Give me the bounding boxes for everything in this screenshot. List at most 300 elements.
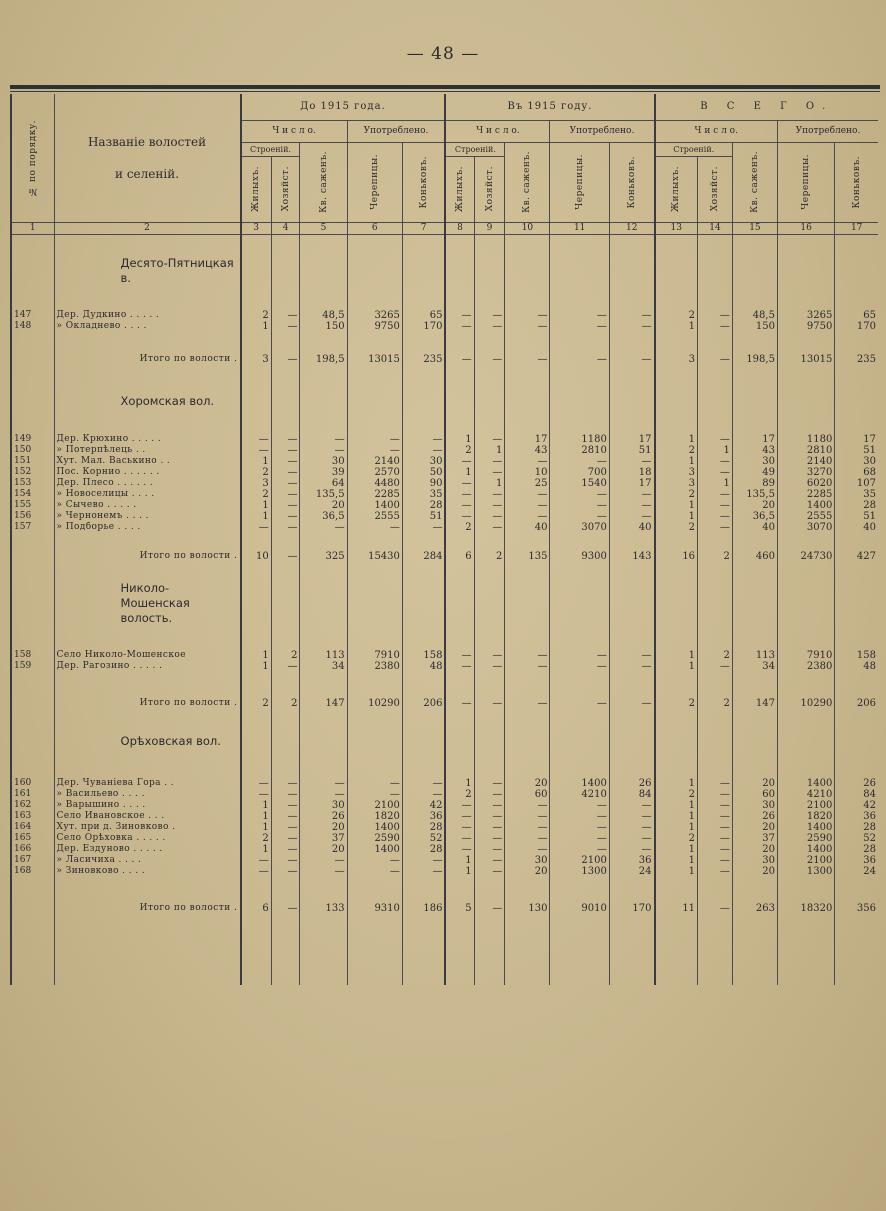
table-row [11, 844, 878, 855]
value-cell: — [474, 310, 505, 321]
value-cell: — [609, 661, 654, 672]
cherep-header-3 [777, 142, 834, 222]
kv-header-2 [505, 142, 550, 222]
kv-label-3: Кв. саженъ. [749, 151, 760, 213]
spacer-cell [732, 366, 777, 392]
value-cell: — [609, 310, 654, 321]
group-total: В С Е Г О. [655, 94, 878, 120]
spacer-cell [777, 332, 834, 352]
spacer-row [11, 877, 878, 901]
total-value: — [609, 352, 654, 366]
spacer-cell [241, 877, 272, 901]
value-cell: 7910 [347, 650, 402, 661]
value-cell: 4210 [777, 789, 834, 800]
settlement-name: Дер. Чуваніева Гора . . [54, 778, 240, 789]
spacer-cell [835, 332, 878, 352]
spacer-cell [698, 672, 733, 696]
table-row [11, 522, 878, 533]
value-cell: — [300, 522, 347, 533]
table-row [11, 822, 878, 833]
spacer-cell [474, 533, 505, 549]
spacer-cell [402, 750, 445, 778]
value-cell: 26 [300, 811, 347, 822]
total-value: 2 [271, 696, 300, 710]
spacer-cell [300, 410, 347, 434]
value-cell: 36 [835, 855, 878, 866]
total-row [11, 549, 878, 563]
value-cell: — [698, 456, 733, 467]
value-cell: 1 [655, 434, 698, 445]
value-cell: 2285 [347, 489, 402, 500]
value-cell: 1 [241, 456, 272, 467]
value-cell: 2140 [777, 456, 834, 467]
no-cell [11, 901, 54, 915]
value-cell: 1 [241, 500, 272, 511]
spacer-cell [698, 626, 733, 650]
value-cell: 50 [402, 467, 445, 478]
spacer-cell [402, 672, 445, 696]
spacer-cell [698, 332, 733, 352]
value-cell: 113 [300, 650, 347, 661]
spacer-cell [655, 672, 698, 696]
value-cell: — [474, 833, 505, 844]
value-cell: — [474, 778, 505, 789]
value-cell: 2140 [347, 456, 402, 467]
volost-title-row [11, 256, 878, 286]
spacer-cell [698, 410, 733, 434]
spacer-cell [732, 915, 777, 985]
empty-cell [505, 732, 550, 750]
total-row [11, 901, 878, 915]
value-cell: 1 [241, 321, 272, 332]
value-cell: 36 [609, 855, 654, 866]
value-cell: 170 [402, 321, 445, 332]
value-cell: — [505, 833, 550, 844]
header-name-line2: и селеній. [115, 166, 180, 181]
stroeniy-header-1: Строеній. [241, 142, 300, 156]
empty-cell [609, 732, 654, 750]
settlement-name: Хут. при д. Зиновково . [54, 822, 240, 833]
spacer-cell [732, 332, 777, 352]
settlement-name: » Васильево . . . . [54, 789, 240, 800]
value-cell: — [698, 855, 733, 866]
value-cell: 36,5 [300, 511, 347, 522]
value-cell: — [347, 522, 402, 533]
value-cell: 37 [300, 833, 347, 844]
value-cell: — [698, 822, 733, 833]
khoz-header-3 [698, 156, 733, 222]
spacer-cell [732, 410, 777, 434]
empty-cell [698, 256, 733, 286]
value-cell: — [609, 489, 654, 500]
spacer-cell [54, 234, 240, 256]
value-cell: — [271, 445, 300, 456]
total-value: 6 [241, 901, 272, 915]
value-cell: 2 [655, 833, 698, 844]
total-value: — [550, 352, 609, 366]
spacer-cell [777, 410, 834, 434]
spacer-cell [550, 563, 609, 581]
table-top-rule [10, 85, 880, 89]
value-cell: 30 [732, 800, 777, 811]
value-cell: 1820 [347, 811, 402, 822]
value-cell: 48 [402, 661, 445, 672]
chislo-header-2: Ч и с л о. [445, 120, 550, 142]
no-cell [11, 549, 54, 563]
value-cell: 20 [300, 822, 347, 833]
row-number: 168 [11, 866, 54, 877]
volost-title: Хоромская вол. [54, 392, 240, 410]
value-cell: — [300, 866, 347, 877]
value-cell: 89 [732, 478, 777, 489]
spacer-cell [609, 332, 654, 352]
empty-cell [505, 392, 550, 410]
total-value: 16 [655, 549, 698, 563]
total-value: 460 [732, 549, 777, 563]
spacer-cell [54, 915, 240, 985]
table-row [11, 511, 878, 522]
empty-cell [402, 581, 445, 626]
value-cell: — [300, 434, 347, 445]
spacer-cell [474, 710, 505, 732]
spacer-cell [474, 877, 505, 901]
spacer-cell [609, 750, 654, 778]
settlement-name: » Новоселицы . . . . [54, 489, 240, 500]
value-cell: 20 [732, 500, 777, 511]
value-cell: — [698, 434, 733, 445]
value-cell: 2570 [347, 467, 402, 478]
spacer-row [11, 332, 878, 352]
value-cell: 1 [655, 778, 698, 789]
spacer-cell [550, 672, 609, 696]
empty-cell [300, 581, 347, 626]
spacer-cell [732, 626, 777, 650]
value-cell: 34 [300, 661, 347, 672]
value-cell: 34 [732, 661, 777, 672]
spacer-cell [11, 915, 54, 985]
spacer-cell [402, 626, 445, 650]
spacer-cell [445, 332, 474, 352]
col-num: 6 [347, 222, 402, 234]
stroeniy-header-3: Строеній. [655, 142, 733, 156]
value-cell: 3265 [347, 310, 402, 321]
spacer-cell [609, 234, 654, 256]
value-cell: 1 [655, 650, 698, 661]
spacer-cell [445, 533, 474, 549]
value-cell: 1 [445, 866, 474, 877]
total-value: 11 [655, 901, 698, 915]
spacer-cell [609, 626, 654, 650]
value-cell: 90 [402, 478, 445, 489]
table-body [11, 234, 878, 985]
khoz-header-2 [474, 156, 505, 222]
value-cell: — [300, 855, 347, 866]
value-cell: 3 [241, 478, 272, 489]
value-cell: — [505, 489, 550, 500]
table-row [11, 489, 878, 500]
empty-cell [655, 256, 698, 286]
spacer-cell [835, 366, 878, 392]
settlement-name: Дер. Крюхино . . . . . [54, 434, 240, 445]
khoz-label-1: Хозяйст. [280, 166, 291, 212]
total-value: — [445, 352, 474, 366]
value-cell: 2555 [347, 511, 402, 522]
value-cell: 2 [655, 445, 698, 456]
value-cell: — [550, 456, 609, 467]
empty-cell [777, 581, 834, 626]
col-num: 13 [655, 222, 698, 234]
value-cell: 17 [609, 434, 654, 445]
spacer-cell [732, 877, 777, 901]
spacer-cell [698, 533, 733, 549]
total-value: 198,5 [732, 352, 777, 366]
value-cell: 26 [835, 778, 878, 789]
empty-cell [402, 256, 445, 286]
spacer-cell [54, 366, 240, 392]
value-cell: 2 [241, 489, 272, 500]
kv-label-1: Кв. саженъ. [318, 151, 329, 213]
spacer-cell [445, 877, 474, 901]
value-cell: — [445, 489, 474, 500]
empty-cell [445, 581, 474, 626]
value-cell: 1400 [550, 778, 609, 789]
total-row [11, 696, 878, 710]
spacer-cell [54, 750, 240, 778]
spacer-cell [271, 710, 300, 732]
spacer-cell [300, 286, 347, 310]
spacer-cell [777, 366, 834, 392]
spacer-cell [402, 915, 445, 985]
col-num: 7 [402, 222, 445, 234]
value-cell: 158 [402, 650, 445, 661]
empty-cell [655, 581, 698, 626]
konk-label-1: Коньковъ. [418, 155, 429, 209]
value-cell: 1 [445, 778, 474, 789]
spacer-cell [271, 410, 300, 434]
spacer-row [11, 234, 878, 256]
table-row [11, 467, 878, 478]
value-cell: 1 [474, 445, 505, 456]
spacer-cell [474, 563, 505, 581]
value-cell: 18 [609, 467, 654, 478]
value-cell: 17 [505, 434, 550, 445]
value-cell: 51 [835, 445, 878, 456]
value-cell: 1 [655, 800, 698, 811]
spacer-cell [505, 710, 550, 732]
value-cell: — [550, 833, 609, 844]
value-cell: 2 [445, 789, 474, 800]
value-cell: 1 [698, 478, 733, 489]
spacer-cell [655, 710, 698, 732]
value-cell: — [271, 811, 300, 822]
spacer-cell [732, 286, 777, 310]
empty-cell [777, 732, 834, 750]
spacer-cell [732, 533, 777, 549]
value-cell: 28 [402, 844, 445, 855]
value-cell: 35 [835, 489, 878, 500]
spacer-cell [698, 286, 733, 310]
value-cell: 20 [732, 778, 777, 789]
spacer-cell [835, 626, 878, 650]
spacer-cell [777, 234, 834, 256]
value-cell: 20 [732, 866, 777, 877]
spacer-cell [347, 533, 402, 549]
settlement-name: Село Орѣховка . . . . . [54, 833, 240, 844]
value-cell: 107 [835, 478, 878, 489]
empty-cell [300, 256, 347, 286]
value-cell: — [300, 445, 347, 456]
value-cell: 26 [732, 811, 777, 822]
total-value: 9010 [550, 901, 609, 915]
value-cell: — [474, 522, 505, 533]
value-cell: — [609, 456, 654, 467]
volost-title: Десято-Пятницкая в. [54, 256, 240, 286]
value-cell: 150 [300, 321, 347, 332]
row-number: 167 [11, 855, 54, 866]
value-cell: 2 [241, 310, 272, 321]
value-cell: — [474, 855, 505, 866]
value-cell: 1 [698, 445, 733, 456]
spacer-row [11, 286, 878, 310]
table-row [11, 321, 878, 332]
empty-cell [300, 732, 347, 750]
empty-cell [550, 256, 609, 286]
value-cell: — [550, 310, 609, 321]
table-row [11, 445, 878, 456]
settlement-name: Село Ивановское . . . [54, 811, 240, 822]
spacer-cell [777, 672, 834, 696]
row-number: 152 [11, 467, 54, 478]
value-cell: 28 [402, 500, 445, 511]
value-cell: 1 [241, 800, 272, 811]
value-cell: — [474, 811, 505, 822]
spacer-cell [550, 915, 609, 985]
value-cell: 2100 [347, 800, 402, 811]
value-cell: — [402, 434, 445, 445]
spacer-cell [505, 915, 550, 985]
value-cell: — [241, 855, 272, 866]
empty-cell [698, 581, 733, 626]
value-cell: 48,5 [300, 310, 347, 321]
value-cell: — [271, 456, 300, 467]
value-cell: 1300 [777, 866, 834, 877]
empty-cell [732, 732, 777, 750]
col-num: 14 [698, 222, 733, 234]
spacer-cell [550, 286, 609, 310]
total-value: 186 [402, 901, 445, 915]
total-value: 9300 [550, 549, 609, 563]
no-cell [11, 732, 54, 750]
spacer-cell [347, 710, 402, 732]
value-cell: 1 [241, 844, 272, 855]
settlement-name: Дер. Рагозино . . . . . [54, 661, 240, 672]
value-cell: — [698, 811, 733, 822]
empty-cell [445, 392, 474, 410]
spacer-cell [11, 234, 54, 256]
empty-cell [550, 732, 609, 750]
spacer-cell [54, 533, 240, 549]
spacer-cell [777, 915, 834, 985]
value-cell: 1540 [550, 478, 609, 489]
value-cell: 40 [835, 522, 878, 533]
total-value: 24730 [777, 549, 834, 563]
total-value: 427 [835, 549, 878, 563]
table-row [11, 310, 878, 321]
value-cell: — [698, 310, 733, 321]
empty-cell [474, 581, 505, 626]
empty-cell [655, 732, 698, 750]
row-number: 151 [11, 456, 54, 467]
spacer-cell [835, 410, 878, 434]
column-numbers-row [11, 222, 878, 234]
value-cell: 2 [271, 650, 300, 661]
empty-cell [474, 732, 505, 750]
table-row [11, 778, 878, 789]
spacer-cell [655, 410, 698, 434]
total-label: Итого по волости . [54, 696, 240, 710]
value-cell: 1400 [777, 778, 834, 789]
spacer-cell [609, 877, 654, 901]
spacer-cell [835, 877, 878, 901]
empty-cell [698, 732, 733, 750]
value-cell: — [550, 321, 609, 332]
empty-cell [835, 732, 878, 750]
cherep-header-1 [347, 142, 402, 222]
value-cell: — [241, 778, 272, 789]
total-value: 10290 [347, 696, 402, 710]
value-cell: — [271, 789, 300, 800]
settlement-name: » Ласичиха . . . . [54, 855, 240, 866]
value-cell: 1400 [347, 822, 402, 833]
value-cell: 28 [835, 822, 878, 833]
empty-cell [609, 256, 654, 286]
spacer-cell [474, 672, 505, 696]
total-value: 3 [241, 352, 272, 366]
total-value: 9310 [347, 901, 402, 915]
value-cell: — [271, 661, 300, 672]
total-value: — [271, 549, 300, 563]
spacer-cell [777, 750, 834, 778]
total-value: — [609, 696, 654, 710]
value-cell: 40 [505, 522, 550, 533]
settlement-name: Дер. Ездуново . . . . . [54, 844, 240, 855]
spacer-cell [505, 877, 550, 901]
spacer-cell [474, 286, 505, 310]
spacer-cell [11, 672, 54, 696]
empty-cell [347, 732, 402, 750]
col-num: 5 [300, 222, 347, 234]
settlement-name: » Сычево . . . . . [54, 500, 240, 511]
kv-header-3 [732, 142, 777, 222]
row-number: 161 [11, 789, 54, 800]
col-num: 11 [550, 222, 609, 234]
zhil-label-2: Жилыхъ. [455, 165, 466, 213]
volost-title: Николо-Мошенская волость. [54, 581, 240, 626]
value-cell: — [474, 650, 505, 661]
value-cell: 2 [445, 522, 474, 533]
statistics-table [10, 94, 878, 985]
value-cell: — [474, 789, 505, 800]
table-row [11, 661, 878, 672]
konk-label-2: Коньковъ. [626, 155, 637, 209]
spacer-cell [271, 626, 300, 650]
spacer-cell [609, 533, 654, 549]
spacer-cell [347, 410, 402, 434]
spacer-cell [474, 626, 505, 650]
total-value: 206 [402, 696, 445, 710]
col-num: 2 [54, 222, 240, 234]
value-cell: 39 [300, 467, 347, 478]
